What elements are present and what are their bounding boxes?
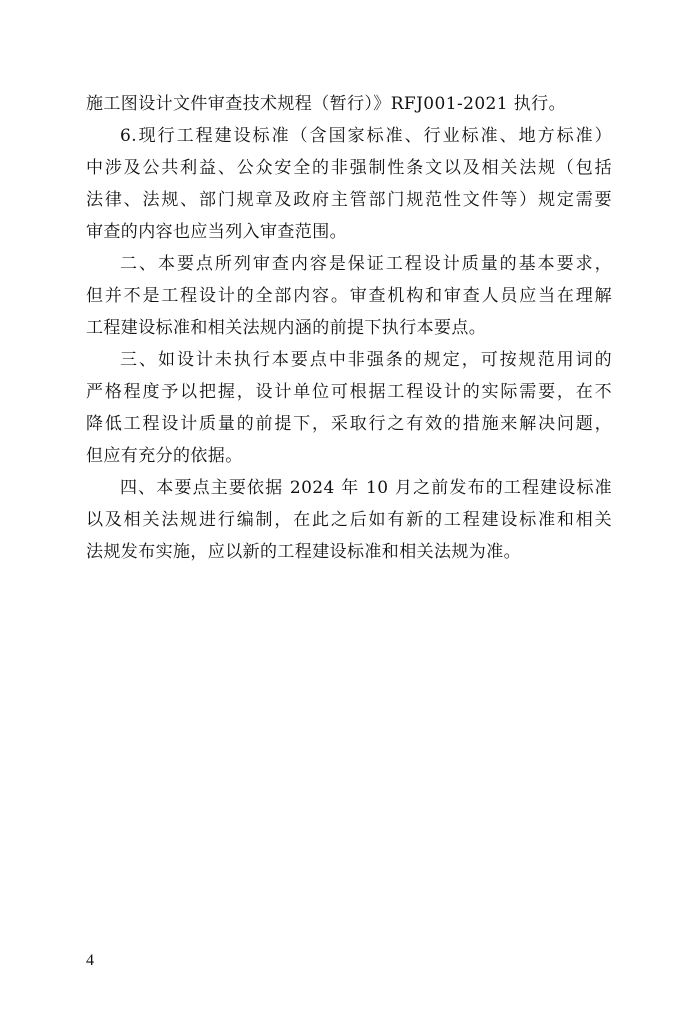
paragraph-line: 6.现行工程建设标准（含国家标准、行业标准、地方标准） (120, 126, 612, 146)
paragraph-line: 施工图设计文件审查技术规程（暂行）》RFJ001-2021 执行。 (86, 94, 566, 114)
paragraph-line: 四、本要点主要依据 2024 年 10 月之前发布的工程建设标准 (120, 478, 612, 498)
paragraph-line: 三、如设计未执行本要点中非强条的规定，可按规范用词的 (120, 350, 612, 370)
paragraph-line: 中涉及公共利益、公众安全的非强制性条文以及相关法规（包括 (86, 158, 612, 178)
paragraph-line: 以及相关法规进行编制，在此之后如有新的工程建设标准和相关 (86, 510, 612, 530)
paragraph-line: 严格程度予以把握，设计单位可根据工程设计的实际需要，在不 (86, 382, 612, 402)
paragraph-line: 但应有充分的依据。 (86, 446, 243, 466)
paragraph-line: 审查的内容也应当列入审查范围。 (86, 222, 347, 242)
paragraph-line: 法律、法规、部门规章及政府主管部门规范性文件等）规定需要 (86, 190, 612, 210)
paragraph-line: 工程建设标准和相关法规内涵的前提下执行本要点。 (86, 318, 487, 338)
paragraph-line: 法规发布实施，应以新的工程建设标准和相关法规为准。 (86, 542, 521, 562)
page-number: 4 (86, 952, 94, 969)
document-body (86, 88, 612, 568)
paragraph-line: 二、本要点所列审查内容是保证工程设计质量的基本要求， (120, 254, 612, 274)
paragraph-line: 但并不是工程设计的全部内容。审查机构和审查人员应当在理解 (86, 286, 612, 306)
paragraph-line: 降低工程设计质量的前提下，采取行之有效的措施来解决问题， (86, 414, 612, 434)
